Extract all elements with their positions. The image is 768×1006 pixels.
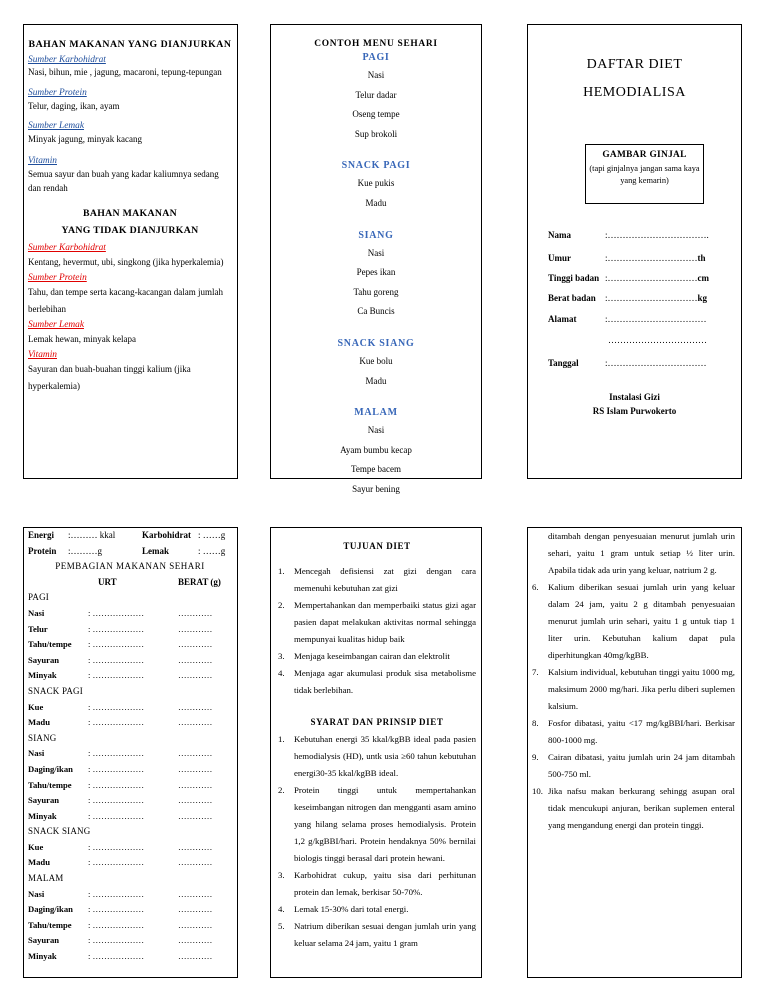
menu-item: Ca Buncis <box>357 306 395 317</box>
menu-section-snack-siang <box>275 336 477 391</box>
notrec-label-lemak: Sumber Lemak <box>28 320 84 330</box>
food-name: Sayuran <box>28 654 60 665</box>
food-name: Madu <box>28 717 50 728</box>
energi-label: Energi <box>28 530 54 540</box>
weight-value[interactable]: ………… <box>178 607 213 618</box>
field-label: Alamat <box>548 314 577 324</box>
rec-text-vitamin: Semua sayur dan buah yang kadar kaliumnya sedang dan rendah <box>28 169 219 193</box>
menu-item: Ayam bumbu kecap <box>340 444 412 455</box>
notrec-label-karbo: Sumber Karbohidrat <box>28 243 106 253</box>
protein-row <box>28 544 232 560</box>
goal-item: 2. Mempertahankan dan memperbaiki status gizi agar pasien dapat melakukan aktivitas normal sehingga mempunyai kualitas hidup baik <box>278 600 476 644</box>
food-name: Tahu/tempe <box>28 639 72 650</box>
rule-item: 10. Jika nafsu makan berkurang sehingg asupan oral tidak mencukupi anjuran, berikan suplemen enteral yang mengandung energi dan protein tinggi. <box>532 786 735 830</box>
food-name: Nasi <box>28 748 45 759</box>
urt-value[interactable]: : ……………… <box>88 779 145 790</box>
weight-value[interactable]: ………… <box>178 654 213 665</box>
field-value[interactable]: :……………………………. <box>605 230 709 240</box>
cover-title-2: HEMODIALISA <box>583 85 686 100</box>
meal-group-title: PAGI <box>28 592 49 603</box>
table-row <box>28 809 232 825</box>
rules-title: SYARAT DAN PRINSIP DIET <box>310 717 444 727</box>
menu-item: Madu <box>365 375 387 386</box>
menu-section-title: PAGI <box>362 52 390 63</box>
rule-continuation: ditambah dengan penyesuaian menurut jumlah urin sehari, yaitu 1 gram untuk setiap ½ liter urin. Apabila tidak ada urin yang keluar, natrium 2 g. <box>548 531 735 575</box>
menu-item: Kue bolu <box>359 355 393 366</box>
karbo-label: Karbohidrat <box>142 530 192 540</box>
recommended-title: BAHAN MAKANAN YANG DIANJURKAN <box>28 39 232 50</box>
food-name: Daging/ikan <box>28 763 73 774</box>
food-name: Minyak <box>28 670 57 681</box>
menu-section-title: SNACK SIANG <box>337 337 415 349</box>
diet-goals-panel <box>270 527 482 978</box>
col-berat: BERAT (g) <box>178 576 221 587</box>
field-label: Berat badan <box>548 293 596 303</box>
field-value[interactable]: :…………………………cm <box>605 273 710 283</box>
menu-item: Tempe bacem <box>350 464 402 475</box>
weight-value[interactable]: ………… <box>178 623 213 634</box>
notrec-text-lemak: Lemak hewan, minyak kelapa <box>28 334 136 344</box>
energy-row <box>28 528 232 544</box>
recommended-foods-panel <box>23 24 238 479</box>
weight-value[interactable]: ………… <box>178 670 213 681</box>
table-row <box>28 746 232 762</box>
notrec-text-protein: Tahu, dan tempe serta kacang-kacangan dalam jumlah berlebihan <box>28 287 224 314</box>
food-name: Kue <box>28 841 44 852</box>
menu-item: Oseng tempe <box>352 109 400 120</box>
notrec-label-protein: Sumber Protein <box>28 273 87 283</box>
weight-value[interactable]: ………… <box>178 935 213 946</box>
table-row <box>28 606 232 622</box>
goals-title: TUJUAN DIET <box>343 541 411 551</box>
rec-text-lemak: Minyak jagung, minyak kacang <box>28 134 142 144</box>
menu-item: Telur dadar <box>355 89 397 100</box>
meal-group-title: SNACK SIANG <box>28 826 91 837</box>
meal-group-title: MALAM <box>28 873 64 884</box>
rec-text-karbo: Nasi, bihun, mie , jagung, macaroni, tepung-tepungan <box>28 67 222 77</box>
urt-value[interactable]: : ……………… <box>88 623 145 634</box>
weight-value[interactable]: ………… <box>178 701 213 712</box>
menu-item: Sup brokoli <box>354 128 398 139</box>
urt-value[interactable]: : ……………… <box>88 639 145 650</box>
goal-item: 3. Menjaga keseimbangan cairan dan elektrolit <box>278 651 450 661</box>
footer-hospital: RS Islam Purwokerto <box>592 406 677 416</box>
weight-value[interactable]: ………… <box>178 857 213 868</box>
rec-label-vitamin: Vitamin <box>28 156 57 166</box>
food-name: Madu <box>28 857 50 868</box>
urt-value[interactable]: : ……………… <box>88 919 145 930</box>
meal-distribution-panel <box>23 527 238 978</box>
urt-value[interactable]: : ……………… <box>88 810 145 821</box>
field-label: Tinggi badan <box>548 273 600 283</box>
kidney-box-note: (tapi ginjalnya jangan sama kaya yang kemarin) <box>589 164 700 185</box>
table-row <box>28 668 232 684</box>
weight-value[interactable]: ………… <box>178 748 213 759</box>
recommended-list <box>28 54 232 195</box>
col-urt: URT <box>98 576 117 587</box>
protein-value: :………g <box>68 545 103 556</box>
urt-value[interactable]: : ……………… <box>88 935 145 946</box>
menu-item: Tahu goreng <box>353 286 399 297</box>
rule-item: 2. Protein tinggi untuk mempertahankan keseimbangan nitrogen dan mengganti asam amino yang hilang selama proses hemodialysis. Protein 1,2 g/kgBBI/hari. Protein hendaknya 50% bernilai biologis tinggi berasal dari protein hewani. <box>278 785 476 863</box>
cover-title-1: DAFTAR DIET <box>586 57 683 72</box>
food-name: Kue <box>28 701 44 712</box>
rule-item: 9. Cairan dibatasi, yaitu jumlah urin 24 jam ditambah 500-750 ml. <box>532 752 735 779</box>
protein-label: Protein <box>28 545 57 556</box>
urt-value[interactable]: : ……………… <box>88 857 145 868</box>
menu-item: Nasi <box>367 70 385 80</box>
rule-item: 3. Karbohidrat cukup, yaitu sisa dari perhitunan protein dan lemak, berkisar 50-70%. <box>278 870 476 897</box>
table-row <box>28 622 232 638</box>
weight-value[interactable]: ………… <box>178 951 213 962</box>
table-row <box>28 700 232 716</box>
table-row <box>28 918 232 934</box>
table-row <box>28 902 232 918</box>
field-value[interactable]: :…………………………th <box>605 253 706 263</box>
menu-section-snack-pagi <box>275 158 477 213</box>
field-value[interactable]: :…………………………kg <box>605 293 708 303</box>
cover-panel <box>527 24 742 479</box>
rule-item: 4. Lemak 15-30% dari total energi. <box>278 904 409 914</box>
urt-value[interactable]: : ……………… <box>88 795 145 806</box>
menu-section-siang <box>275 228 477 322</box>
lemak-label: Lemak <box>142 545 169 556</box>
urt-value[interactable]: : ……………… <box>88 717 145 728</box>
rec-label-karbo: Sumber Karbohidrat <box>28 55 106 65</box>
food-name: Nasi <box>28 607 45 618</box>
table-row <box>28 715 232 731</box>
rec-text-protein: Telur, daging, ikan, ayam <box>28 101 120 111</box>
footer-instalasi: Instalasi Gizi <box>609 392 660 402</box>
urt-value[interactable]: : ……………… <box>88 748 145 759</box>
food-name: Sayuran <box>28 935 60 946</box>
field-label: Tanggal <box>548 358 579 368</box>
weight-value[interactable]: ………… <box>178 810 213 821</box>
field-value[interactable]: …………………………… <box>608 335 707 345</box>
table-row <box>28 637 232 653</box>
not-recommended-title-2: YANG TIDAK DIANJURKAN <box>61 225 199 236</box>
food-name: Tahu/tempe <box>28 919 72 930</box>
rec-label-lemak: Sumber Lemak <box>28 121 84 131</box>
table-row <box>28 778 232 794</box>
rule-item: 6. Kalium diberikan sesuai jumlah urin yang keluar dalam 24 jam, yaitu 2 g ditambah penyesuaian menurut jumlah urin sehari, yaitu 1 g untuk tiap 1 liter urin. Kebutuhan kalium dapat pula diperhitungkan 40mg/kgBB. <box>532 582 735 660</box>
field-label: Umur <box>548 253 571 263</box>
field-value[interactable]: :…………………………… <box>605 358 707 368</box>
table-row <box>28 933 232 949</box>
goals-list <box>278 563 476 699</box>
table-row <box>28 653 232 669</box>
goal-item: 1. Mencegah defisiensi zat gizi dengan cara memenuhi kebutuhan zat gizi <box>278 566 476 593</box>
weight-value[interactable]: ………… <box>178 919 213 930</box>
table-row <box>28 840 232 856</box>
food-name: Telur <box>28 623 48 634</box>
table-row <box>28 887 232 903</box>
lemak-value: : ……g <box>198 545 226 556</box>
rules-list-continued <box>532 528 735 834</box>
urt-value[interactable]: : ……………… <box>88 670 145 681</box>
urt-value[interactable]: : ……………… <box>88 841 145 852</box>
food-name: Minyak <box>28 810 57 821</box>
menu-item: Nasi <box>367 247 385 258</box>
food-name: Daging/ikan <box>28 904 73 915</box>
urt-value[interactable]: : ……………… <box>88 888 145 899</box>
rule-item: 1. Kebutuhan energi 35 kkal/kgBB ideal pada pasien hemodialysis (HD), untk usia ≥60 tahun kebutuhan energi30-35 kkal/kgBB ideal. <box>278 734 476 778</box>
food-name: Sayuran <box>28 795 60 806</box>
weight-value[interactable]: ………… <box>178 717 213 728</box>
meal-group-title: SIANG <box>28 732 57 743</box>
menu-item: Madu <box>365 197 387 208</box>
urt-value[interactable]: : ……………… <box>88 654 145 665</box>
menu-item: Pepes ikan <box>356 267 396 278</box>
weight-value[interactable]: ………… <box>178 779 213 790</box>
meal-distribution-title: PEMBAGIAN MAKANAN SEHARI <box>55 561 205 572</box>
table-row <box>28 949 232 965</box>
weight-value[interactable]: ………… <box>178 904 213 915</box>
rec-label-protein: Sumber Protein <box>28 88 87 98</box>
goal-item: 4. Menjaga agar akumulasi produk sisa metabolisme tidak berlebihan. <box>278 668 476 695</box>
diet-rules-continued-panel <box>527 527 742 978</box>
weight-value[interactable]: ………… <box>178 763 213 774</box>
notrec-label-vitamin: Vitamin <box>28 350 57 360</box>
weight-value[interactable]: ………… <box>178 888 213 899</box>
food-name: Nasi <box>28 888 45 899</box>
rules-list <box>278 731 476 952</box>
meal-groups <box>28 590 232 964</box>
urt-value[interactable]: : ……………… <box>88 701 145 712</box>
rule-item: 8. Fosfor dibatasi, yaitu <17 mg/kgBBI/hari. Berkisar 800-1000 mg. <box>532 718 735 745</box>
food-name: Tahu/tempe <box>28 779 72 790</box>
urt-value[interactable]: : ……………… <box>88 763 145 774</box>
rule-item: 5. Natrium diberikan sesuai dengan jumlah urin yang keluar selama 24 jam, yaitu 1 gram <box>278 921 476 948</box>
field-value[interactable]: :…………………………… <box>605 314 707 324</box>
urt-value[interactable]: : ……………… <box>88 607 145 618</box>
not-recommended-title-1: BAHAN MAKANAN <box>83 208 177 219</box>
notrec-text-vitamin: Sayuran dan buah-buahan tinggi kalium (jika hyperkalemia) <box>28 364 191 391</box>
table-row <box>28 762 232 778</box>
menu-panel <box>270 24 482 494</box>
rule-item: 7. Kalsium individual, kebutuhan tinggi yaitu 1000 mg, maksimum 2000 mg/hari. Jika perlu diberi suplemen kalsium. <box>532 667 735 711</box>
menu-item: Nasi <box>367 425 385 436</box>
kidney-box-title: GAMBAR GINJAL <box>602 150 687 160</box>
menu-section-pagi <box>275 50 477 144</box>
karbo-value: : ……g <box>198 530 226 540</box>
menu-item: Kue pukis <box>357 178 395 189</box>
menu-title: CONTOH MENU SEHARI <box>314 39 438 49</box>
urt-value[interactable]: : ……………… <box>88 904 145 915</box>
menu-section-title: SNACK PAGI <box>341 160 411 172</box>
weight-value[interactable]: ………… <box>178 795 213 806</box>
not-recommended-list <box>28 242 232 395</box>
kidney-picture-box <box>585 144 704 204</box>
table-header <box>28 575 232 591</box>
energi-value: :……… kkal <box>68 530 116 540</box>
food-name: Minyak <box>28 951 57 962</box>
menu-section-malam <box>275 405 477 499</box>
notrec-text-karbo: Kentang, hevermut, ubi, singkong (jika hyperkalemia) <box>28 257 224 267</box>
field-label: Nama <box>548 230 571 240</box>
table-row <box>28 855 232 871</box>
menu-section-title: SIANG <box>358 229 394 241</box>
meal-group-title: SNACK PAGI <box>28 685 83 696</box>
table-row <box>28 793 232 809</box>
menu-item: Sayur bening <box>352 483 400 494</box>
menu-section-title: MALAM <box>354 407 398 419</box>
urt-value[interactable]: : ……………… <box>88 951 145 962</box>
weight-value[interactable]: ………… <box>178 841 213 852</box>
weight-value[interactable]: ………… <box>178 639 213 650</box>
